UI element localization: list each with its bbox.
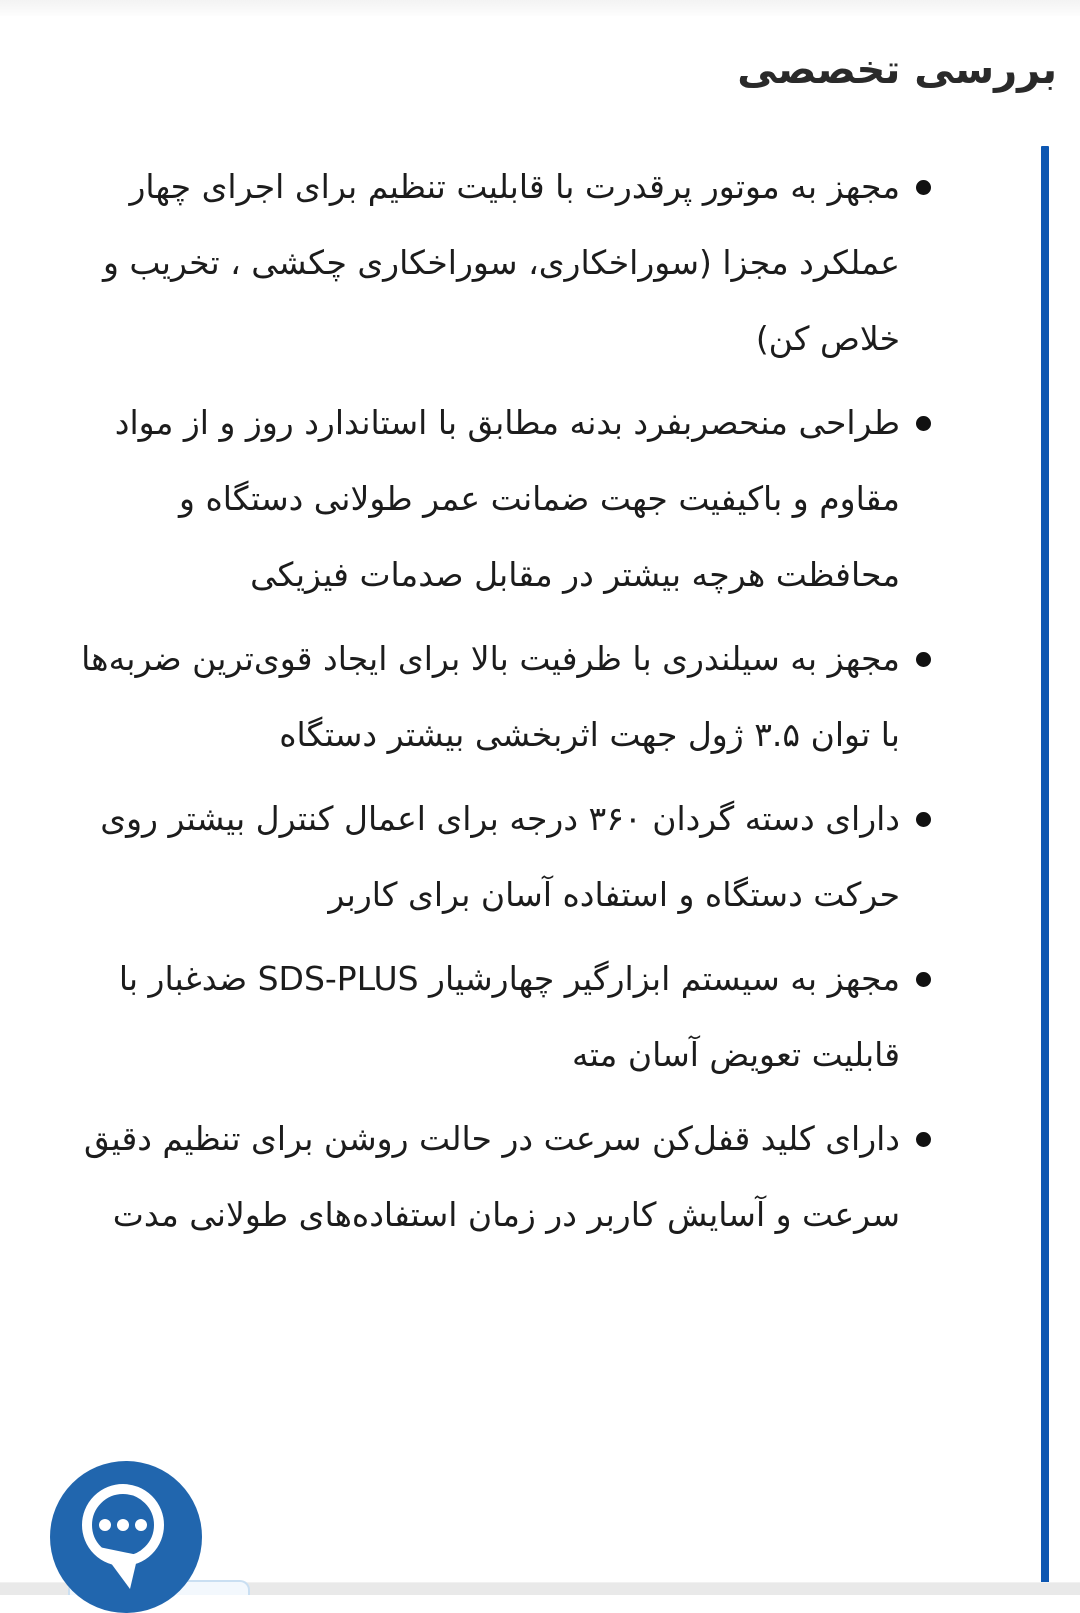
list-item: دارای کلید قفل‌کن سرعت در حالت روشن برای تنظیم دقیق سرعت و آسایش کاربر در زمان استفاده‌های طولانی مدت <box>55 1101 900 1253</box>
review-panel-scrollbar[interactable] <box>1041 146 1049 1583</box>
page-title: بررسی تخصصی <box>737 46 1057 93</box>
list-item: دارای دسته گردان ۳۶۰ درجه برای اعمال کنترل بیشتر روی حرکت دستگاه و استفاده آسان برای کاربر <box>55 781 900 933</box>
chat-widget-button[interactable] <box>50 1461 202 1613</box>
top-band <box>0 0 1080 16</box>
review-list <box>55 149 900 1261</box>
list-item: طراحی منحصربفرد بدنه مطابق با استاندارد روز و از مواد مقاوم و باکیفیت جهت ضمانت عمر طولانی دستگاه و محافظت هرچه بیشتر در مقابل صدمات فیزیکی <box>55 385 900 613</box>
list-item: مجهز به سیستم ابزارگیر چهارشیار SDS-PLUS ضدغبار با قابلیت تعویض آسان مته <box>55 941 900 1093</box>
list-item: مجهز به موتور پرقدرت با قابلیت تنظیم برای اجرای چهار عملکرد مجزا (سوراخکاری، سوراخکاری چکشی ، تخریب و خلاص کن) <box>55 149 900 377</box>
review-bullet-list <box>55 149 900 1253</box>
chat-bubble-dots-icon <box>50 1461 202 1613</box>
list-item: مجهز به سیلندری با ظرفیت بالا برای ایجاد قوی‌ترین ضربه‌ها با توان ۳.۵ ژول جهت اثربخشی بیشتر دستگاه <box>55 621 900 773</box>
